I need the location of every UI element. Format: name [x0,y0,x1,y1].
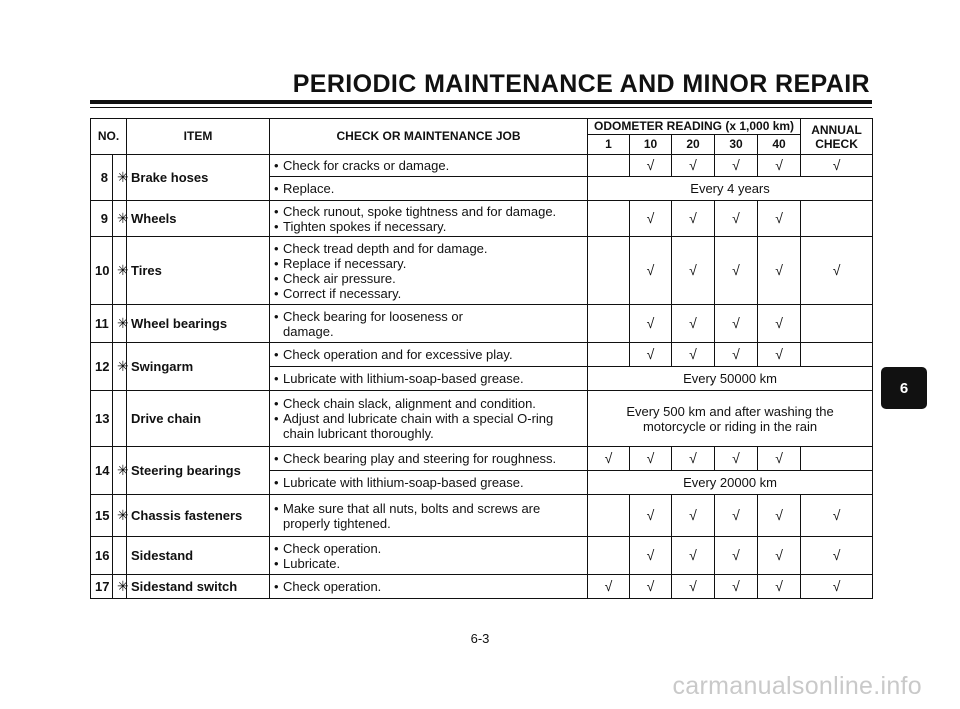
check-mark-icon: √ [758,575,801,599]
item-name: Steering bearings [127,447,270,495]
check-mark-icon: √ [630,343,672,367]
table-row [91,305,873,343]
interval-text: Every 50000 km [588,367,873,391]
row-number: 11 [91,305,113,343]
asterisk-icon: ✳ [113,575,127,599]
row-number: 9 [91,201,113,237]
job-line: • Check tread depth and for damage. [274,241,583,256]
job-line: • Check operation. [274,541,583,556]
row-number: 8 [91,155,113,201]
check-mark-icon: √ [715,537,758,575]
asterisk-icon: ✳ [113,495,127,537]
check-mark-icon: √ [672,537,715,575]
chapter-tab: 6 [881,367,927,409]
check-mark-icon: √ [758,447,801,471]
job-cell [270,495,588,537]
job-cell [270,237,588,305]
item-name: Sidestand [127,537,270,575]
row-number: 17 [91,575,113,599]
job-line: • Check bearing for looseness or damage. [274,309,473,339]
check-mark-icon: √ [672,575,715,599]
check-mark-icon: √ [715,305,758,343]
job-line: • Replace if necessary. [274,256,583,271]
interval-text: Every 4 years [588,177,873,201]
check-cell [588,495,630,537]
table-row [91,201,873,237]
job-cell [270,305,588,343]
header-item: ITEM [127,119,270,155]
row-number: 10 [91,237,113,305]
check-mark-icon: √ [672,495,715,537]
header-no: NO. [91,119,127,155]
check-mark-icon: √ [801,537,873,575]
check-cell [588,305,630,343]
asterisk-icon: ✳ [113,305,127,343]
asterisk-icon: ✳ [113,201,127,237]
header-annual: ANNUAL CHECK [801,119,873,155]
job-line: • Replace. [274,181,583,196]
check-mark-icon: √ [715,237,758,305]
check-mark-icon: √ [672,201,715,237]
job-line: • Check air pressure. [274,271,583,286]
row-number: 14 [91,447,113,495]
item-name: Swingarm [127,343,270,391]
job-line: • Check for cracks or damage. [274,158,583,173]
check-cell [801,343,873,367]
check-mark-icon: √ [758,237,801,305]
job-line: • Lubricate with lithium-soap-based grease. [274,371,583,386]
check-mark-icon: √ [630,575,672,599]
table-row [91,447,873,471]
check-mark-icon: √ [630,201,672,237]
check-cell [801,201,873,237]
interval-text: Every 20000 km [588,471,873,495]
check-mark-icon: √ [801,495,873,537]
check-mark-icon: √ [715,155,758,177]
check-cell [801,305,873,343]
job-line: • Lubricate. [274,556,583,571]
item-name: Wheel bearings [127,305,270,343]
check-mark-icon: √ [715,201,758,237]
interval-text: Every 500 km and after washing the motorcycle or riding in the rain [588,391,873,447]
job-line: • Check bearing play and steering for roughness. [274,451,583,466]
job-cell [270,447,588,471]
check-mark-icon: √ [672,447,715,471]
odo-col-label: 20 [672,135,715,155]
job-line: • Check operation and for excessive play. [274,347,583,362]
check-mark-icon: √ [758,537,801,575]
job-line: • Check chain slack, alignment and condition. [274,396,583,411]
item-name: Brake hoses [127,155,270,201]
check-mark-icon: √ [630,495,672,537]
item-name: Tires [127,237,270,305]
table-row [91,537,873,575]
row-number: 16 [91,537,113,575]
check-mark-icon: √ [630,537,672,575]
job-cell [270,537,588,575]
job-line: • Lubricate with lithium-soap-based grease. [274,475,583,490]
check-mark-icon: √ [588,447,630,471]
check-mark-icon: √ [758,155,801,177]
item-name: Chassis fasteners [127,495,270,537]
check-mark-icon: √ [672,343,715,367]
page-number: 6-3 [470,631,490,646]
check-mark-icon: √ [758,201,801,237]
asterisk-icon: ✳ [113,447,127,495]
asterisk-icon [113,391,127,447]
check-mark-icon: √ [715,343,758,367]
maintenance-table [90,118,873,599]
job-line: • Check operation. [274,579,583,594]
check-mark-icon: √ [758,343,801,367]
odo-col-label: 10 [630,135,672,155]
job-line: • Adjust and lubricate chain with a special O-ring chain lubricant thoroughly. [274,411,563,441]
check-mark-icon: √ [672,237,715,305]
job-cell [270,343,588,367]
job-line: • Correct if necessary. [274,286,583,301]
job-cell [270,155,588,177]
table-row [91,343,873,367]
item-name: Sidestand switch [127,575,270,599]
job-cell [270,391,588,447]
check-mark-icon: √ [630,155,672,177]
odo-col-label: 1 [588,135,630,155]
check-mark-icon: √ [630,237,672,305]
item-name: Drive chain [127,391,270,447]
asterisk-icon: ✳ [113,155,127,201]
check-mark-icon: √ [801,575,873,599]
row-number: 12 [91,343,113,391]
job-cell [270,367,588,391]
check-cell [588,237,630,305]
table-row [91,391,873,447]
asterisk-icon: ✳ [113,237,127,305]
check-mark-icon: √ [630,447,672,471]
check-cell [588,155,630,177]
table-row [91,155,873,177]
check-mark-icon: √ [630,305,672,343]
check-cell [588,343,630,367]
check-mark-icon: √ [801,237,873,305]
job-cell [270,201,588,237]
title-rule-thin [90,107,872,108]
header-odometer: ODOMETER READING (x 1,000 km) [588,119,801,135]
header-job: CHECK OR MAINTENANCE JOB [270,119,588,155]
job-line: • Tighten spokes if necessary. [274,219,583,234]
check-mark-icon: √ [672,305,715,343]
check-mark-icon: √ [801,155,873,177]
job-cell [270,471,588,495]
item-name: Wheels [127,201,270,237]
page-title: PERIODIC MAINTENANCE AND MINOR REPAIR [292,70,870,98]
table-row [91,575,873,599]
job-line: • Make sure that all nuts, bolts and screws are properly tightened. [274,501,553,531]
check-mark-icon: √ [758,495,801,537]
job-line: • Check runout, spoke tightness and for damage. [274,204,583,219]
watermark: carmanualsonline.info [672,672,922,700]
check-mark-icon: √ [715,447,758,471]
header-row [91,119,873,135]
check-mark-icon: √ [715,575,758,599]
asterisk-icon [113,537,127,575]
asterisk-icon: ✳ [113,343,127,391]
check-cell [801,447,873,471]
check-mark-icon: √ [715,495,758,537]
odo-col-label: 30 [715,135,758,155]
title-rule-thick [90,100,872,104]
odo-col-label: 40 [758,135,801,155]
job-cell [270,177,588,201]
table-row [91,495,873,537]
check-mark-icon: √ [588,575,630,599]
table-row [91,237,873,305]
check-mark-icon: √ [672,155,715,177]
row-number: 13 [91,391,113,447]
check-cell [588,201,630,237]
check-mark-icon: √ [758,305,801,343]
job-cell [270,575,588,599]
check-cell [588,537,630,575]
row-number: 15 [91,495,113,537]
